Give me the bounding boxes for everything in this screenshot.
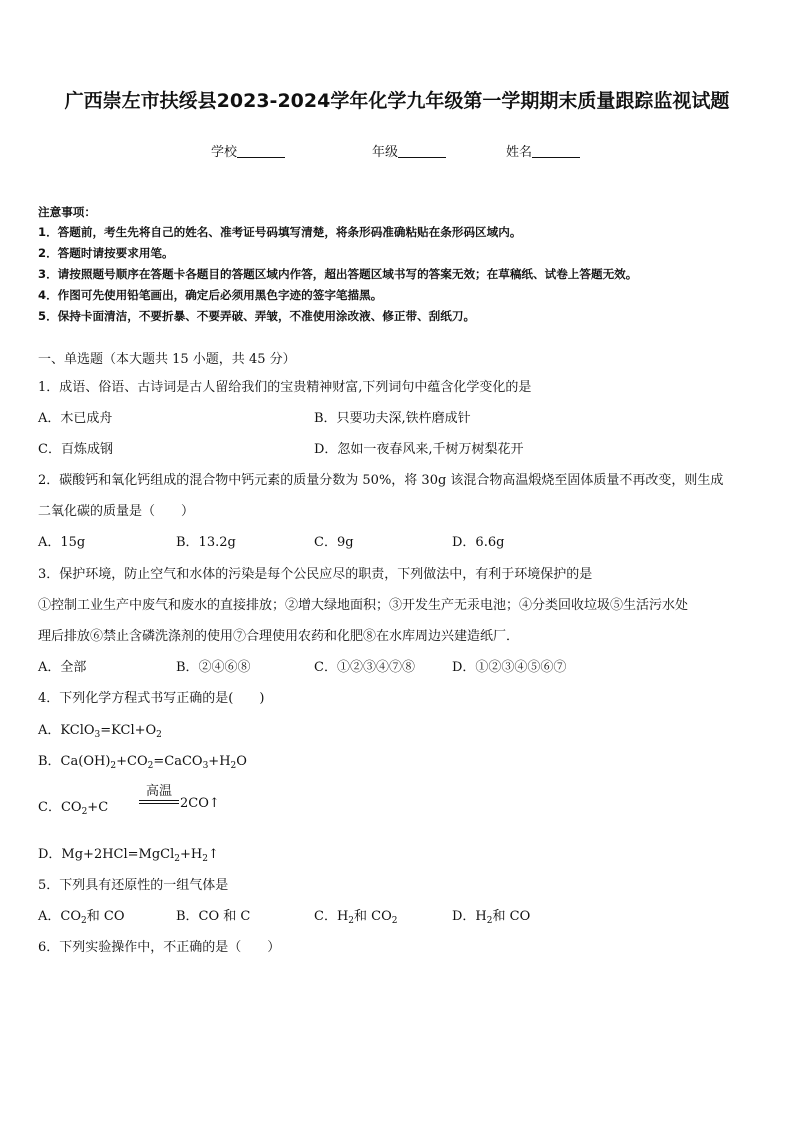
question-4-stem: 4．下列化学方程式书写正确的是( )	[38, 691, 265, 706]
notice-item: 2．答题时请按要求用笔。	[38, 246, 174, 260]
notice-item: 3．请按照题号顺序在答题卡各题目的答题区域内作答，超出答题区域书写的答案无效；在草稿纸、试卷上答题无效。	[38, 267, 638, 281]
subscript: 3	[202, 761, 209, 771]
q4-d-text: ↑	[208, 847, 219, 862]
q4-option-b	[38, 750, 247, 771]
question-2-stem-cont: 二氧化碳的质量是（ ）	[38, 504, 195, 519]
q4-b-text: O	[236, 754, 247, 769]
notice-item: 4．作图可先使用铅笔画出，确定后必须用黑色字迹的签字笔描黑。	[38, 288, 383, 302]
q4-b-text: +H	[208, 754, 231, 769]
notice-item: 1．答题前，考生先将自己的姓名、准考证号码填写清楚，将条形码准确粘贴在条形码区域内。	[38, 225, 522, 239]
q4-b-text: +CO	[116, 754, 148, 769]
school-field	[211, 141, 285, 160]
condition-label: 高温	[145, 784, 172, 799]
q4-a-text: A．KClO	[38, 723, 95, 738]
q4-b-text: =CaCO	[153, 754, 203, 769]
subscript: 2	[174, 854, 181, 864]
q4-option-d	[38, 843, 219, 864]
name-blank	[532, 145, 580, 158]
q3-option-a: A．全部	[38, 660, 87, 675]
question-3-stem: 3．保护环境，防止空气和水体的污染是每个公民应尽的职责，下列做法中，有利于环境保护的是	[38, 567, 593, 582]
q5-c-text: 和 CO	[354, 909, 392, 924]
notice-item: 5．保持卡面清洁，不要折暴、不要弄破、弄皱，不准使用涂改液、修正带、刮纸刀。	[38, 309, 476, 323]
q5-d-text: 和 CO	[492, 909, 531, 924]
name-field	[506, 141, 580, 160]
q3-option-c: C．①②③④⑦⑧	[314, 660, 415, 675]
subscript: 2	[230, 761, 237, 771]
q4-a-text: =KCl+O	[100, 723, 157, 738]
subscript: 2	[391, 916, 398, 926]
q5-a-text: 和 CO	[86, 909, 125, 924]
subscript: 2	[147, 761, 154, 771]
question-5-stem: 5．下列具有还原性的一组气体是	[38, 878, 229, 893]
q5-option-d	[452, 905, 530, 926]
name-label: 姓名	[506, 145, 533, 160]
grade-blank	[398, 145, 446, 158]
subscript: 2	[486, 916, 493, 926]
q5-option-c	[314, 905, 398, 926]
q1-option-b: B．只要功夫深,铁杵磨成针	[314, 411, 471, 426]
question-6-stem: 6．下列实验操作中，不正确的是（ ）	[38, 940, 281, 955]
q2-option-c: C．9g	[314, 535, 354, 550]
page-title: 广西崇左市扶绥县2023-2024学年化学九年级第一学期期末质量跟踪监视试题	[64, 90, 730, 112]
q5-d-text: D．H	[452, 909, 487, 924]
notice-heading: 注意事项：	[38, 205, 96, 219]
question-2-stem: 2．碳酸钙和氧化钙组成的混合物中钙元素的质量分数为 50%，将 30g 该混合物高温煅烧至固体质量不再改变，则生成	[38, 473, 724, 488]
school-blank	[237, 145, 285, 158]
subscript: 2	[202, 854, 208, 864]
q3-option-b: B．②④⑥⑧	[176, 660, 251, 675]
double-line-equals	[139, 800, 179, 804]
subscript: 2	[348, 916, 355, 926]
subscript: 3	[94, 730, 101, 740]
q2-option-a: A．15g	[38, 535, 86, 550]
question-3-statements: ①控制工业生产中废气和废水的直接排放；②增大绿地面积；③开发生产无汞电池；④分类回收垃圾⑤生活污水处	[38, 598, 689, 613]
subscript: 2	[81, 916, 87, 926]
q1-option-d: D．忽如一夜春风来,千树万树梨花开	[314, 442, 524, 457]
q5-c-text: C．H	[314, 909, 349, 924]
q5-option-b: B．CO 和 C	[176, 909, 251, 924]
question-1-stem: 1．成语、俗语、古诗词是古人留给我们的宝贵精神财富,下列词句中蕴含化学变化的是	[38, 380, 532, 395]
q1-option-a: A．木已成舟	[38, 411, 113, 426]
reaction-condition	[139, 780, 179, 804]
q5-option-a	[38, 905, 124, 926]
q4-b-text: B．Ca(OH)	[38, 754, 111, 769]
grade-field	[372, 141, 446, 160]
q4-d-text: D．Mg+2HCl=MgCl	[38, 847, 175, 862]
q4-c-left	[38, 796, 108, 817]
subscript: 2	[110, 761, 117, 771]
grade-label: 年级	[372, 145, 399, 160]
section-heading: 一、单选题（本大题共 15 小题，共 45 分）	[38, 352, 296, 367]
q2-option-d: D．6.6g	[452, 535, 505, 550]
school-label: 学校	[211, 145, 238, 160]
subscript: 2	[156, 730, 162, 740]
q4-c-right: 2CO↑	[180, 796, 220, 811]
q2-option-b: B．13.2g	[176, 535, 236, 550]
q4-c-text: C．CO	[38, 800, 82, 815]
q5-a-text: A．CO	[38, 909, 81, 924]
subscript: 2	[81, 807, 88, 817]
q4-d-text: +H	[180, 847, 203, 862]
q4-option-a	[38, 719, 162, 740]
q4-c-text: +C	[87, 800, 109, 815]
q3-option-d: D．①②③④⑤⑥⑦	[452, 660, 567, 675]
q1-option-c: C．百炼成钢	[38, 442, 113, 457]
question-3-statements-cont: 理后排放⑥禁止含磷洗涤剂的使用⑦合理使用农药和化肥⑧在水库周边兴建造纸厂．	[38, 629, 520, 644]
